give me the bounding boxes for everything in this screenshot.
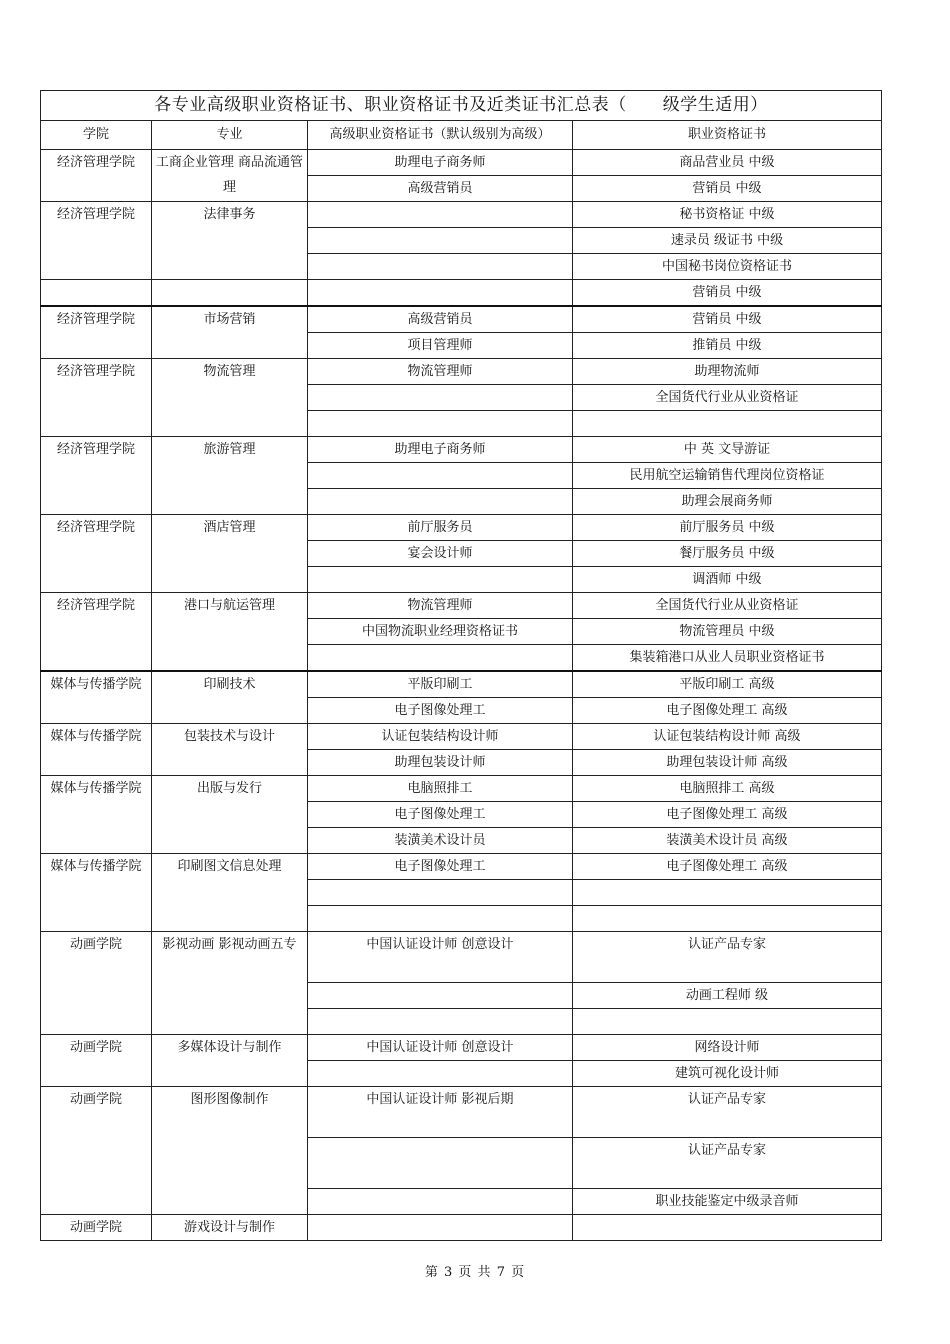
vocational-cert-cell: 电子图像处理工 高级: [573, 854, 882, 880]
vocational-cert-cell: 调酒师 中级: [573, 567, 882, 593]
advanced-cert-cell: 认证包装结构设计师: [308, 724, 573, 750]
vocational-cert-cell: 电子图像处理工 高级: [573, 802, 882, 828]
advanced-cert-cell: [308, 254, 573, 280]
college-cell: 动画学院: [41, 1087, 152, 1215]
advanced-cert-cell: 平版印刷工: [308, 671, 573, 698]
vocational-cert-cell: 营销员 中级: [573, 280, 882, 307]
vocational-cert-cell: [573, 1215, 882, 1241]
table-row: [41, 359, 882, 385]
header-college: 学院: [41, 121, 152, 150]
advanced-cert-cell: 中国物流职业经理资格证书: [308, 619, 573, 645]
college-cell: 经济管理学院: [41, 359, 152, 437]
major-cell: 港口与航运管理: [152, 593, 308, 672]
vocational-cert-cell: 认证产品专家: [573, 1138, 882, 1189]
major-cell: 法律事务: [152, 202, 308, 280]
college-cell: [41, 280, 152, 307]
advanced-cert-cell: [308, 280, 573, 307]
vocational-cert-cell: 速录员 级证书 中级: [573, 228, 882, 254]
certificate-summary-table: [40, 90, 882, 1241]
table-row: [41, 854, 882, 880]
table-row: [41, 1215, 882, 1241]
college-cell: 经济管理学院: [41, 515, 152, 593]
advanced-cert-cell: [308, 906, 573, 932]
vocational-cert-cell: [573, 906, 882, 932]
advanced-cert-cell: 电子图像处理工: [308, 854, 573, 880]
advanced-cert-cell: [308, 567, 573, 593]
table-row: [41, 150, 882, 176]
vocational-cert-cell: 职业技能鉴定中级录音师: [573, 1189, 882, 1215]
vocational-cert-cell: 电子图像处理工 高级: [573, 698, 882, 724]
page-number: 第 3 页 共 7 页: [424, 1265, 526, 1280]
advanced-cert-cell: [308, 1009, 573, 1035]
advanced-cert-cell: 前厅服务员: [308, 515, 573, 541]
advanced-cert-cell: 项目管理师: [308, 333, 573, 359]
table-row: [41, 1087, 882, 1138]
table-row: [41, 724, 882, 750]
table-row: [41, 593, 882, 619]
table-row: [41, 776, 882, 802]
advanced-cert-cell: [308, 1189, 573, 1215]
major-cell: 出版与发行: [152, 776, 308, 854]
college-cell: 动画学院: [41, 932, 152, 1035]
advanced-cert-cell: [308, 983, 573, 1009]
vocational-cert-cell: 助理包装设计师 高级: [573, 750, 882, 776]
advanced-cert-cell: 助理电子商务师: [308, 437, 573, 463]
title-left: 各专业高级职业资格证书、职业资格证书及近类证书汇总表（: [154, 95, 627, 115]
vocational-cert-cell: 物流管理员 中级: [573, 619, 882, 645]
header-advanced-cert: 高级职业资格证书（默认级别为高级）: [308, 121, 573, 150]
vocational-cert-cell: 中 英 文导游证: [573, 437, 882, 463]
vocational-cert-cell: 商品营业员 中级: [573, 150, 882, 176]
table-row: [41, 515, 882, 541]
vocational-cert-cell: [573, 411, 882, 437]
major-cell: 游戏设计与制作: [152, 1215, 308, 1241]
vocational-cert-cell: 认证包装结构设计师 高级: [573, 724, 882, 750]
college-cell: 经济管理学院: [41, 150, 152, 202]
college-cell: 动画学院: [41, 1215, 152, 1241]
advanced-cert-cell: 装潢美术设计员: [308, 828, 573, 854]
advanced-cert-cell: [308, 202, 573, 228]
major-cell: 影视动画 影视动画五专: [152, 932, 308, 1035]
major-cell: 工商企业管理 商品流通管理: [152, 150, 308, 202]
table-row: [41, 671, 882, 698]
major-cell: [152, 280, 308, 307]
vocational-cert-cell: 营销员 中级: [573, 176, 882, 202]
college-cell: 动画学院: [41, 1035, 152, 1087]
major-cell: 市场营销: [152, 306, 308, 359]
table-row: [41, 932, 882, 983]
advanced-cert-cell: 高级营销员: [308, 176, 573, 202]
vocational-cert-cell: 认证产品专家: [573, 932, 882, 983]
table-row: [41, 1035, 882, 1061]
major-cell: 旅游管理: [152, 437, 308, 515]
advanced-cert-cell: 电脑照排工: [308, 776, 573, 802]
vocational-cert-cell: 全国货代行业从业资格证: [573, 385, 882, 411]
major-cell: 物流管理: [152, 359, 308, 437]
vocational-cert-cell: 推销员 中级: [573, 333, 882, 359]
vocational-cert-cell: 认证产品专家: [573, 1087, 882, 1138]
college-cell: 媒体与传播学院: [41, 724, 152, 776]
advanced-cert-cell: 中国认证设计师 影视后期: [308, 1087, 573, 1138]
vocational-cert-cell: 集装箱港口从业人员职业资格证书: [573, 645, 882, 672]
table-row: [41, 280, 882, 307]
vocational-cert-cell: 民用航空运输销售代理岗位资格证: [573, 463, 882, 489]
vocational-cert-cell: 秘书资格证 中级: [573, 202, 882, 228]
vocational-cert-cell: 助理会展商务师: [573, 489, 882, 515]
major-cell: 酒店管理: [152, 515, 308, 593]
major-cell: 多媒体设计与制作: [152, 1035, 308, 1087]
major-cell: 印刷图文信息处理: [152, 854, 308, 932]
major-cell: 印刷技术: [152, 671, 308, 724]
college-cell: 经济管理学院: [41, 437, 152, 515]
vocational-cert-cell: 助理物流师: [573, 359, 882, 385]
advanced-cert-cell: [308, 489, 573, 515]
advanced-cert-cell: [308, 1215, 573, 1241]
vocational-cert-cell: [573, 1009, 882, 1035]
vocational-cert-cell: 餐厅服务员 中级: [573, 541, 882, 567]
advanced-cert-cell: 助理电子商务师: [308, 150, 573, 176]
vocational-cert-cell: 平版印刷工 高级: [573, 671, 882, 698]
vocational-cert-cell: 营销员 中级: [573, 306, 882, 333]
vocational-cert-cell: [573, 880, 882, 906]
advanced-cert-cell: [308, 1061, 573, 1087]
advanced-cert-cell: 电子图像处理工: [308, 802, 573, 828]
major-cell: 图形图像制作: [152, 1087, 308, 1215]
advanced-cert-cell: 高级营销员: [308, 306, 573, 333]
college-cell: 经济管理学院: [41, 593, 152, 672]
college-cell: 媒体与传播学院: [41, 776, 152, 854]
vocational-cert-cell: 网络设计师: [573, 1035, 882, 1061]
table-row: [41, 437, 882, 463]
vocational-cert-cell: 建筑可视化设计师: [573, 1061, 882, 1087]
major-cell: 包装技术与设计: [152, 724, 308, 776]
vocational-cert-cell: 中国秘书岗位资格证书: [573, 254, 882, 280]
advanced-cert-cell: [308, 228, 573, 254]
table-row: [41, 306, 882, 333]
advanced-cert-cell: [308, 411, 573, 437]
vocational-cert-cell: 电脑照排工 高级: [573, 776, 882, 802]
college-cell: 经济管理学院: [41, 306, 152, 359]
advanced-cert-cell: [308, 880, 573, 906]
advanced-cert-cell: [308, 385, 573, 411]
advanced-cert-cell: [308, 1138, 573, 1189]
advanced-cert-cell: 中国认证设计师 创意设计: [308, 1035, 573, 1061]
table-row: [41, 202, 882, 228]
table-title: [41, 91, 882, 121]
advanced-cert-cell: 中国认证设计师 创意设计: [308, 932, 573, 983]
advanced-cert-cell: 助理包装设计师: [308, 750, 573, 776]
college-cell: 媒体与传播学院: [41, 671, 152, 724]
advanced-cert-cell: 物流管理师: [308, 593, 573, 619]
college-cell: 媒体与传播学院: [41, 854, 152, 932]
header-vocational-cert: 职业资格证书: [573, 121, 882, 150]
vocational-cert-cell: 装潢美术设计员 高级: [573, 828, 882, 854]
advanced-cert-cell: 物流管理师: [308, 359, 573, 385]
vocational-cert-cell: 前厅服务员 中级: [573, 515, 882, 541]
vocational-cert-cell: 动画工程师 级: [573, 983, 882, 1009]
advanced-cert-cell: 电子图像处理工: [308, 698, 573, 724]
vocational-cert-cell: 全国货代行业从业资格证: [573, 593, 882, 619]
header-major: 专业: [152, 121, 308, 150]
college-cell: 经济管理学院: [41, 202, 152, 280]
title-right: 级学生适用）: [662, 95, 768, 115]
advanced-cert-cell: 宴会设计师: [308, 541, 573, 567]
advanced-cert-cell: [308, 645, 573, 672]
advanced-cert-cell: [308, 463, 573, 489]
